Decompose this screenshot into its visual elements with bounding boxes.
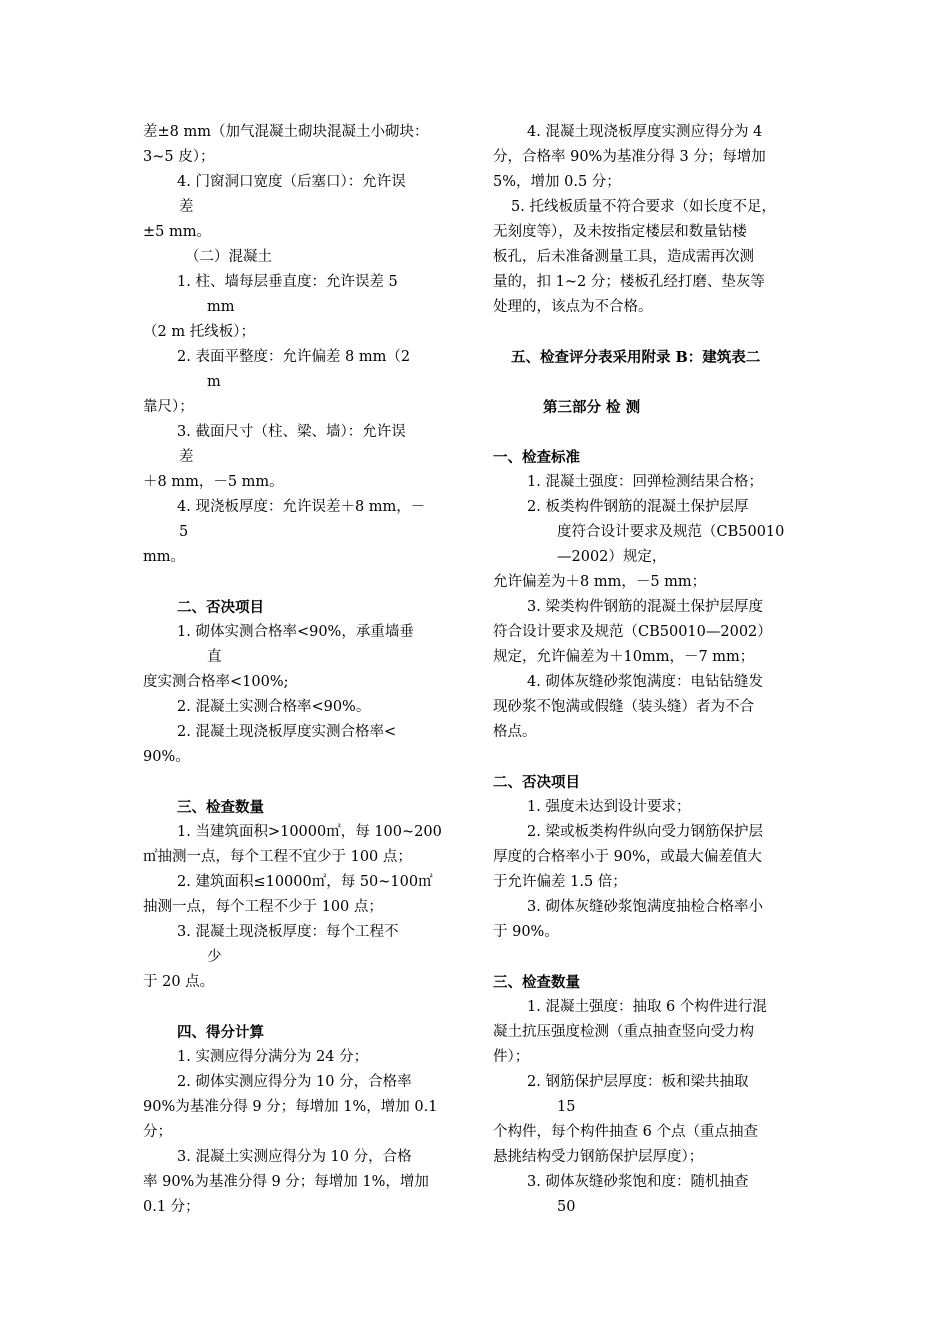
text-line: ＋8 mm，－5 mm。 [143, 474, 284, 490]
text-line: 件）； [493, 1049, 530, 1065]
text-line: 悬挑结构受力钢筋保护层厚度）； [493, 1149, 704, 1165]
text-line: mm。 [143, 549, 185, 565]
section-heading: 五、检查评分表采用附录 B：建筑表二 [511, 349, 761, 366]
text-line: 凝土抗压强度检测（重点抽查竖向受力构 [493, 1024, 754, 1040]
blank-line [493, 945, 815, 970]
text-line: 现砂浆不饱满或假缝（装头缝）者为不合 [493, 699, 754, 715]
section-heading: 三、检查数量 [493, 974, 580, 991]
text-line: 允许偏差为＋8 mm，－5 mm； [493, 574, 707, 590]
text-line: 分，合格率 90%为基准分得 3 分；每增加 [493, 149, 766, 165]
text-line: 3. 截面尺寸（柱、梁、墙）：允许误 [177, 424, 406, 440]
text-line: 少 [207, 949, 222, 965]
text-line: 3. 混凝土现浇板厚度：每个工程不 [177, 924, 399, 940]
text-line: 2. 钢筋保护层厚度：板和梁共抽取 [527, 1074, 749, 1090]
blank-line [143, 995, 465, 1020]
text-line: 1. 砌体实测合格率<90%，承重墙垂 [177, 624, 414, 640]
text-line: 板孔，后未准备测量工具，造成需再次测 [493, 249, 754, 265]
text-line: 5. 托线板质量不符合要求（如长度不足， [511, 199, 776, 215]
text-line: 1. 强度未达到设计要求； [527, 799, 691, 815]
text-line: m [207, 374, 221, 390]
text-line: 差±8 mm（加气混凝土砌块混凝土小砌块： [143, 124, 429, 140]
text-line: 3. 砌体灰缝砂浆饱和度：随机抽查 [527, 1174, 749, 1190]
text-line: 符合设计要求及规范（CB50010—2002） [493, 624, 772, 640]
blank-line [493, 370, 815, 395]
text-line: 50 [557, 1199, 576, 1215]
text-line: 度实测合格率<100%; [143, 674, 289, 690]
blank-line [143, 770, 465, 795]
text-line: 2. 砌体实测应得分为 10 分，合格率 [177, 1074, 412, 1090]
text-line: 个构件，每个构件抽查 6 个点（重点抽查 [493, 1124, 758, 1140]
section-heading: 第三部分 检 测 [543, 399, 641, 416]
text-line: 5%，增加 0.5 分； [493, 174, 621, 190]
blank-line [493, 320, 815, 345]
text-line: 2. 混凝土现浇板厚度实测合格率< [177, 724, 397, 740]
text-line: 5 [179, 524, 189, 540]
right-column [493, 120, 815, 1220]
text-line: 4. 混凝土现浇板厚度实测应得分为 4 [527, 124, 763, 140]
section-heading: 四、得分计算 [177, 1024, 264, 1041]
text-line: （二）混凝土 [185, 249, 272, 265]
text-line: 15 [557, 1099, 576, 1115]
text-line: 直 [207, 649, 222, 665]
text-line: 1. 混凝土强度：回弹检测结果合格； [527, 474, 763, 490]
text-line: 1. 实测应得分满分为 24 分； [177, 1049, 369, 1065]
text-line: （2 m 托线板）； [143, 324, 255, 340]
text-line: ㎡抽测一点，每个工程不宜少于 100 点； [143, 849, 412, 865]
text-line: 1. 柱、墙每层垂直度：允许误差 5 [177, 274, 398, 290]
section-heading: 一、检查标准 [493, 449, 580, 466]
text-line: 无刻度等），及未按指定楼层和数量钻楼 [493, 224, 747, 240]
left-column [143, 120, 465, 1220]
text-line: 分； [143, 1124, 172, 1140]
text-line: 靠尺）； [143, 399, 194, 415]
text-line: 2. 表面平整度：允许偏差 8 mm（2 [177, 349, 411, 365]
text-line: 于允许偏差 1.5 倍； [493, 874, 627, 890]
text-line: 于 90%。 [493, 924, 559, 940]
text-line: 1. 混凝土强度：抽取 6 个构件进行混 [527, 999, 767, 1015]
text-line: 2. 梁或板类构件纵向受力钢筋保护层 [527, 824, 763, 840]
text-line: 差 [179, 199, 194, 215]
section-heading: 三、检查数量 [177, 799, 264, 816]
blank-line [493, 420, 815, 445]
text-line: 3. 混凝土实测应得分为 10 分，合格 [177, 1149, 412, 1165]
text-line: 3~5 皮）； [143, 149, 215, 165]
text-line: 4. 现浇板厚度：允许误差＋8 mm，－ [177, 499, 426, 515]
text-line: 厚度的合格率小于 90%，或最大偏差值大 [493, 849, 762, 865]
text-line: 90%为基准分得 9 分；每增加 1%，增加 0.1 [143, 1099, 438, 1115]
text-line: 1. 当建筑面积>10000㎡，每 100~200 [177, 824, 442, 840]
text-line: 格点。 [493, 724, 537, 740]
text-line: 差 [179, 449, 194, 465]
text-line: 度符合设计要求及规范（CB50010 [557, 524, 785, 540]
text-line: 90%。 [143, 749, 190, 765]
text-line: 抽测一点，每个工程不少于 100 点； [143, 899, 383, 915]
text-line: —2002）规定， [557, 549, 667, 565]
text-line: 3. 砌体灰缝砂浆饱满度抽检合格率小 [527, 899, 763, 915]
text-line: 2. 建筑面积≤10000㎡，每 50~100㎡ [177, 874, 433, 890]
text-line: 4. 砌体灰缝砂浆饱满度：电钻钻缝发 [527, 674, 763, 690]
section-heading: 二、否决项目 [177, 599, 264, 616]
section-heading: 二、否决项目 [493, 774, 580, 791]
text-line: 于 20 点。 [143, 974, 215, 990]
text-line: 3. 梁类构件钢筋的混凝土保护层厚度 [527, 599, 763, 615]
text-line: 4. 门窗洞口宽度（后塞口）：允许误 [177, 174, 406, 190]
text-line: 0.1 分； [143, 1199, 200, 1215]
blank-line [493, 745, 815, 770]
text-line: 2. 板类构件钢筋的混凝土保护层厚 [527, 499, 749, 515]
text-line: 处理的，该点为不合格。 [493, 299, 653, 315]
text-line: 2. 混凝土实测合格率<90%。 [177, 699, 371, 715]
blank-line [143, 570, 465, 595]
text-line: ±5 mm。 [143, 224, 211, 240]
text-line: 规定，允许偏差为＋10mm，－7 mm； [493, 649, 755, 665]
text-line: mm [207, 299, 235, 315]
text-line: 率 90%为基准分得 9 分；每增加 1%，增加 [143, 1174, 429, 1190]
text-line: 量的，扣 1~2 分；楼板孔经打磨、垫灰等 [493, 274, 765, 290]
